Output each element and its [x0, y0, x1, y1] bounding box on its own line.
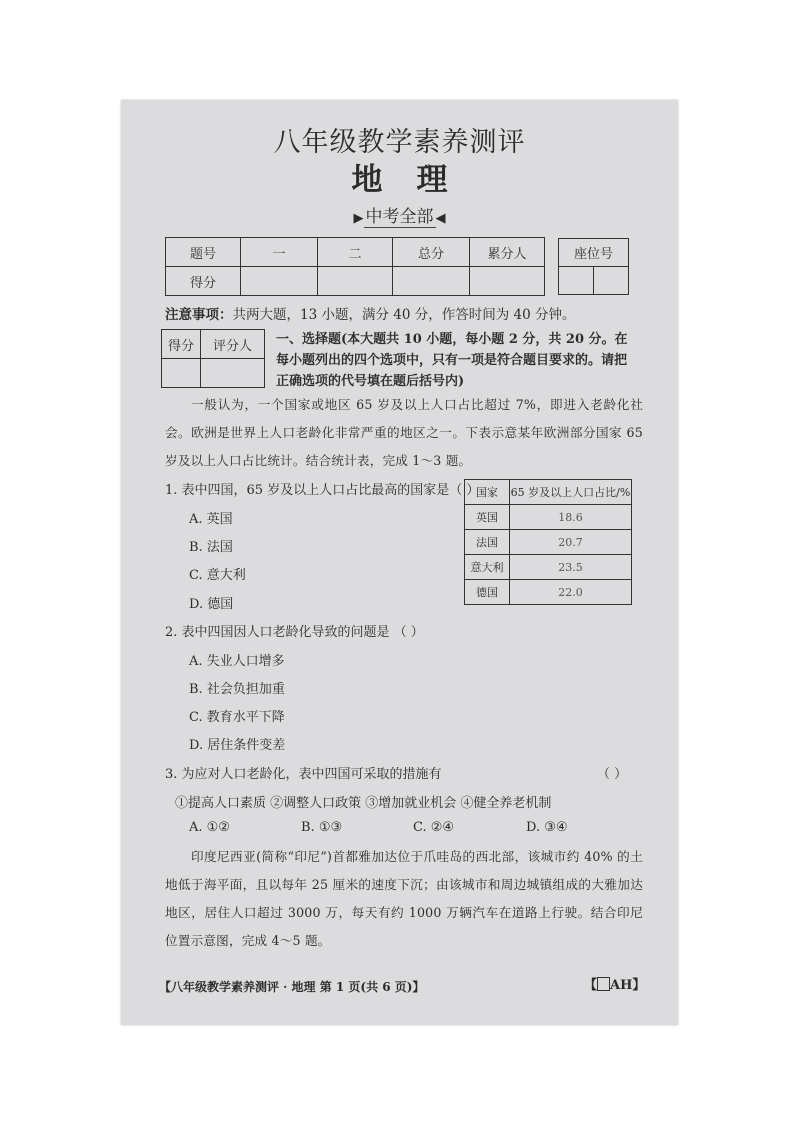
q3-option-d[interactable]: D. ③④ [526, 820, 568, 835]
section-1-instructions: 一、选择题(本大题共 10 小题，每小题 2 分，共 20 分。在每小题列出的四个选项中，只有一项是符合题目要求的。请把正确选项的代号填在题后括号内) [276, 332, 628, 389]
table-row [465, 555, 632, 580]
question-1-stem: 1. 表中四国，65 岁及以上人口占比最高的国家是（ ） [165, 483, 480, 498]
q1-option-d[interactable]: D. 德国 [189, 597, 234, 612]
q3-answer-bracket[interactable]: （ ） [597, 767, 628, 782]
table-cell-value: 18.6 [510, 505, 632, 530]
footer-code-text: AH】 [610, 978, 646, 993]
q3-option-b[interactable]: B. ①③ [301, 820, 343, 835]
score-cell[interactable] [393, 267, 470, 296]
subject-title: 地理 [351, 162, 482, 198]
score-cell[interactable] [318, 267, 393, 296]
arrow-right-icon: ▶ [353, 211, 364, 226]
arrow-left-icon: ◀ [435, 211, 446, 226]
grader-label: 评分人 [201, 330, 265, 359]
question-2-stem: 2. 表中四国因人口老龄化导致的问题是 （ ） [165, 625, 424, 640]
exam-page [121, 100, 678, 1025]
q2-option-c[interactable]: C. 教育水平下降 [189, 710, 285, 725]
table-row [465, 505, 632, 530]
table-header-country: 国家 [465, 480, 510, 505]
score-table [165, 237, 545, 296]
grader-score-label: 得分 [162, 330, 201, 359]
question-3-stem: 3. 为应对人口老龄化，表中四国可采取的措施有 [165, 767, 442, 782]
scope-text: 中考全部 [365, 207, 434, 227]
grader-score-cell[interactable] [162, 359, 201, 388]
score-cell: 总分 [393, 238, 470, 267]
table-cell-value: 22.0 [510, 580, 632, 605]
q1-option-b[interactable]: B. 法国 [189, 540, 233, 555]
q3-measures: ①提高人口素质 ②调整人口政策 ③增加就业机会 ④健全养老机制 [175, 796, 552, 811]
exam-title: 八年级教学素养测评 [273, 127, 526, 158]
intro-paragraph-1: 一般认为，一个国家或地区 65 岁及以上人口占比超过 7%，即进入老龄化社会。欧洲是世界上人口老龄化非常严重的地区之一。下表示意某年欧洲部分国家 65 岁及以上人口占比统计。结合统计表，完成 1～3 题。 [165, 397, 643, 468]
table-cell-country: 法国 [465, 530, 510, 555]
q3-option-a[interactable]: A. ①② [189, 820, 230, 835]
notice [165, 303, 576, 323]
q1-option-c[interactable]: C. 意大利 [189, 568, 246, 583]
table-cell-country: 德国 [465, 580, 510, 605]
q3-option-c[interactable]: C. ②④ [413, 820, 455, 835]
score-cell: 得分 [166, 267, 241, 296]
table-cell-country: 英国 [465, 505, 510, 530]
footer-code [584, 974, 645, 993]
grader-cell[interactable] [201, 359, 265, 388]
q2-option-b[interactable]: B. 社会负担加重 [189, 682, 285, 697]
footer-code-left: 【 [584, 978, 598, 993]
seat-label: 座位号 [559, 239, 629, 267]
score-cell[interactable] [470, 267, 545, 296]
score-cell: 一 [241, 238, 318, 267]
score-cell[interactable] [241, 267, 318, 296]
scope-label [121, 202, 678, 227]
checkbox-icon [597, 977, 610, 991]
q1-option-a[interactable]: A. 英国 [189, 512, 233, 527]
notice-label: 注意事项： [165, 307, 233, 323]
score-cell: 题号 [166, 238, 241, 267]
table-cell-value: 23.5 [510, 555, 632, 580]
grader-table [161, 329, 265, 388]
intro-paragraph-2: 印度尼西亚(简称“印尼”)首都雅加达位于爪哇岛的西北部，该城市约 40% 的土地低于海平面，且以每年 25 厘米的速度下沉；由该城市和周边城镇组成的大雅加达地区，居住人口超过 3000 万，每天有约 1000 万辆汽车在道路上行驶。结合印尼位置示意图，完成 4～5 题。 [165, 849, 643, 948]
table-header-ratio: 65 岁及以上人口占比/% [510, 480, 632, 505]
score-table-row [166, 267, 545, 296]
table-cell-country: 意大利 [465, 555, 510, 580]
table-cell-value: 20.7 [510, 530, 632, 555]
score-table-row [166, 238, 545, 267]
seat-cell[interactable] [559, 267, 594, 295]
population-table [464, 479, 632, 605]
page-footer: 【八年级教学素养测评 · 地理 第 1 页(共 6 页)】 [159, 980, 425, 994]
table-row [465, 530, 632, 555]
notice-text: 共两大题，13 小题，满分 40 分，作答时间为 40 分钟。 [232, 307, 576, 323]
q2-option-a[interactable]: A. 失业人口增多 [189, 654, 285, 669]
q2-option-d[interactable]: D. 居住条件变差 [189, 738, 286, 753]
score-cell: 二 [318, 238, 393, 267]
score-cell: 累分人 [470, 238, 545, 267]
seat-table [558, 238, 629, 295]
seat-cell[interactable] [593, 267, 628, 295]
table-row [465, 580, 632, 605]
